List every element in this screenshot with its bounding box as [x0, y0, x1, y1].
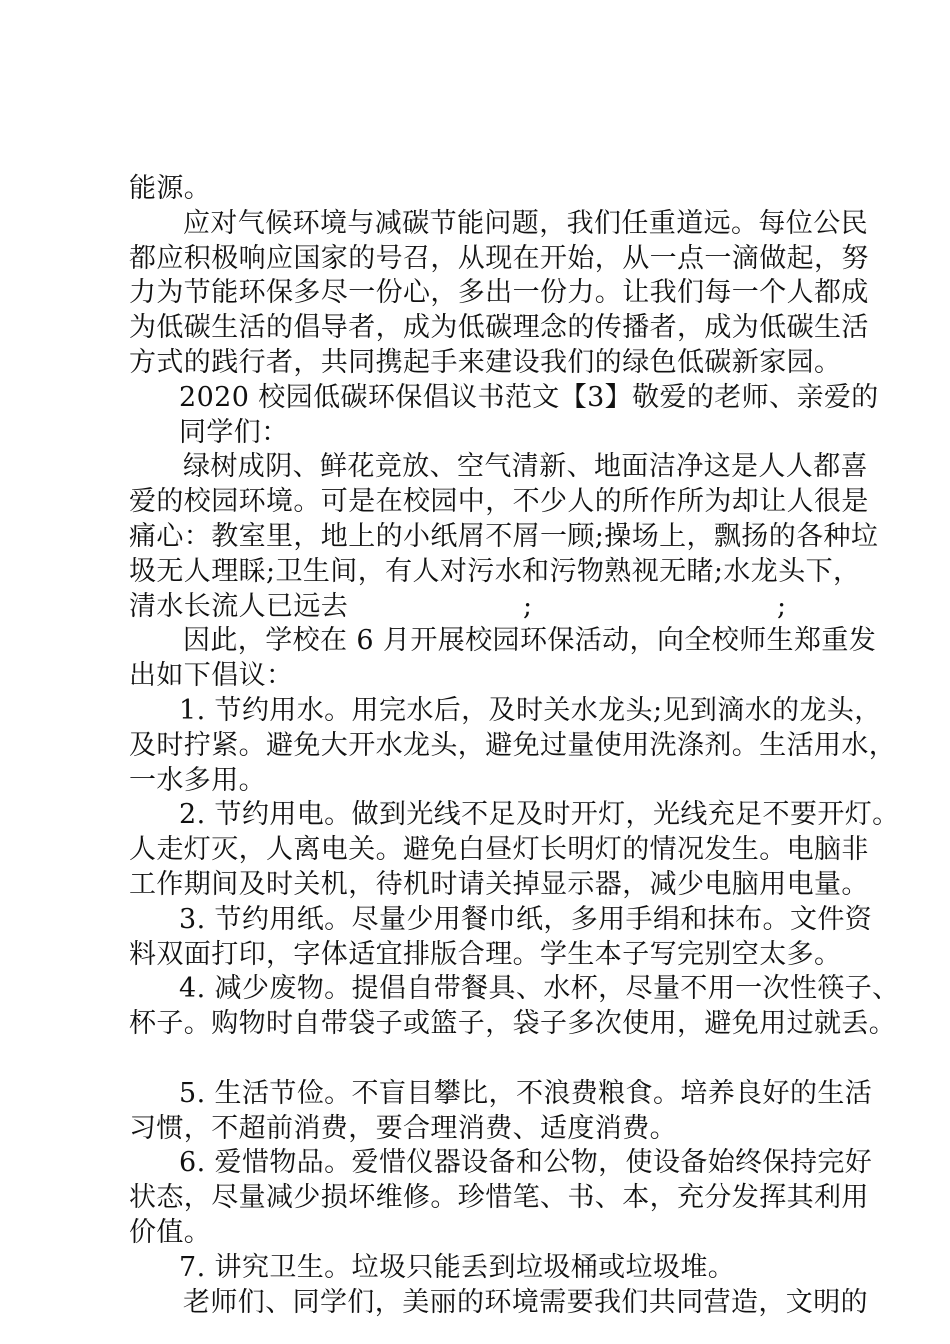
- document-body: [129, 172, 900, 1320]
- paragraph-line: 绿树成阴、鲜花竞放、空气清新、地面洁净这是人人都喜: [183, 451, 868, 483]
- paragraph-line: 能源。: [129, 173, 212, 204]
- list-item-line: 6. 爱惜物品。爱惜仪器设备和公物，使设备始终保持完好: [179, 1147, 873, 1179]
- list-item-line: 1. 节约用水。用完水后，及时关水龙头;见到滴水的龙头，: [179, 694, 882, 726]
- list-item-line: 7. 讲究卫生。垃圾只能丢到垃圾桶或垃圾堆。: [179, 1251, 736, 1283]
- list-item-line: 一水多用。: [129, 764, 266, 796]
- paragraph-line: 爱的校园环境。可是在校园中，不少人的所作所为却让人很是: [129, 486, 869, 518]
- semicolon-mark: ;: [777, 590, 787, 622]
- paragraph-line: [129, 590, 829, 625]
- list-item-line: 习惯，不超前消费，要合理消费、适度消费。: [129, 1112, 677, 1144]
- list-item-line: 人走灯灭，人离电关。避免白昼灯长明灯的情况发生。电脑非: [129, 834, 869, 866]
- paragraph-line: 方式的践行者，共同携起手来建设我们的绿色低碳新家园。: [129, 346, 842, 378]
- list-item-line: 杯子。购物时自带袋子或篮子，袋子多次使用，避免用过就丢。: [129, 1008, 897, 1040]
- semicolon-mark: ;: [523, 590, 533, 622]
- list-item-line: 状态，尽量减少损坏维修。珍惜笔、书、本，充分发挥其利用: [129, 1182, 869, 1214]
- paragraph-line: 出如下倡议：: [129, 660, 294, 692]
- list-item-line: 2. 节约用电。做到光线不足及时开灯，光线充足不要开灯。: [179, 799, 900, 831]
- list-item-line: 及时拧紧。避免大开水龙头，避免过量使用洗涤剂。生活用水，: [129, 729, 897, 761]
- blank-line: [129, 1042, 829, 1077]
- list-item-line: 料双面打印，字体适宜排版合理。学生本子写完别空太多。: [129, 938, 842, 970]
- paragraph-line: 应对气候环境与减碳节能问题，我们任重道远。每位公民: [183, 207, 868, 239]
- list-item-line: 5. 生活节俭。不盲目攀比，不浪费粮食。培养良好的生活: [179, 1077, 873, 1109]
- paragraph-line: 为低碳生活的倡导者，成为低碳理念的传播者，成为低碳生活: [129, 312, 869, 344]
- paragraph-line: 圾无人理睬;卫生间，有人对污水和污物熟视无睹;水龙头下，: [129, 555, 861, 587]
- salutation-line: 同学们：: [179, 416, 289, 448]
- paragraph-line: 老师们、同学们，美丽的环境需要我们共同营造，文明的: [183, 1286, 868, 1318]
- paragraph-line: 因此，学校在 6 月开展校园环保活动，向全校师生郑重发: [183, 625, 877, 657]
- paragraph-line: 力为节能环保多尽一份心，多出一份力。让我们每一个人都成: [129, 277, 869, 309]
- section-heading-line: 2020 校园低碳环保倡议书范文【3】敬爱的老师、亲爱的: [179, 381, 879, 413]
- paragraph-line: 痛心：教室里，地上的小纸屑不屑一顾;操场上，飘扬的各种垃: [129, 520, 879, 552]
- list-item-line: 4. 减少废物。提倡自带餐具、水杯，尽量不用一次性筷子、: [179, 973, 900, 1005]
- list-item-line: 3. 节约用纸。尽量少用餐巾纸，多用手绢和抹布。文件资: [179, 903, 873, 935]
- paragraph-text: 清水长流人已远去: [129, 590, 349, 622]
- list-item-line: 价值。: [129, 1216, 212, 1248]
- list-item-line: 工作期间及时关机，待机时请关掉显示器，减少电脑用电量。: [129, 868, 869, 900]
- paragraph-line: 都应积极响应国家的号召，从现在开始，从一点一滴做起，努: [129, 242, 869, 274]
